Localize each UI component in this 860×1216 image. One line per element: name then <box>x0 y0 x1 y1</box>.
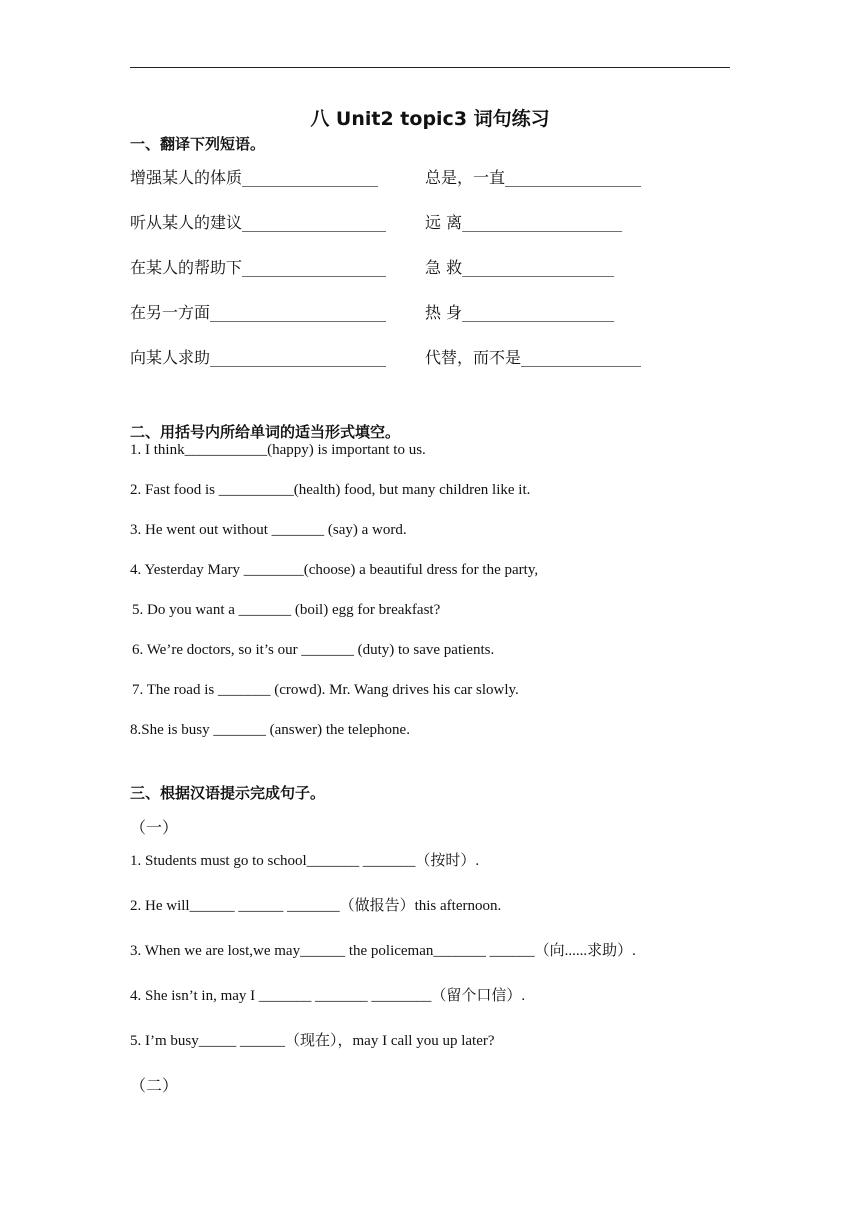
phrase-right-3: 急 救___________________ <box>425 258 615 277</box>
fill-item-3: 3. He went out without _______ (say) a word. <box>130 522 407 538</box>
phrase-left-2: 听从某人的建议__________________ <box>130 213 387 232</box>
phrase-left-4: 在另一方面______________________ <box>130 303 387 322</box>
section3-sub2: （二） <box>130 1076 179 1095</box>
sentence-item-5: 5. I’m busy_____ ______（现在），may I call you up later? <box>130 1033 495 1049</box>
fill-item-1: 1. I think___________(happy) is important to us. <box>130 442 426 458</box>
phrase-left-3: 在某人的帮助下__________________ <box>130 258 387 277</box>
phrase-left-5: 向某人求助______________________ <box>130 348 387 367</box>
sentence-item-1: 1. Students must go to school_______ _______（按时）. <box>130 853 480 869</box>
section1-heading: 一、翻译下列短语。 <box>130 135 266 153</box>
phrase-left-1: 增强某人的体质_________________ <box>130 168 379 187</box>
phrase-right-4: 热 身___________________ <box>425 303 615 322</box>
sentence-item-4: 4. She isn’t in, may I _______ _______ ________（留个口信）. <box>130 988 526 1004</box>
section3-heading: 三、根据汉语提示完成句子。 <box>130 784 326 802</box>
phrase-right-1: 总是，一直_________________ <box>425 168 642 187</box>
fill-item-4: 4. Yesterday Mary ________(choose) a beautiful dress for the party, <box>130 562 539 578</box>
phrase-right-2: 远 离____________________ <box>425 213 623 232</box>
sentence-item-3: 3. When we are lost,we may______ the policeman_______ ______（向......求助）. <box>130 943 636 959</box>
fill-item-5: 5. Do you want a _______ (boil) egg for breakfast? <box>132 602 441 618</box>
page-title: 八 Unit2 topic3 词句练习 <box>310 108 550 130</box>
sentence-item-2: 2. He will______ ______ _______（做报告）this afternoon. <box>130 898 502 914</box>
fill-item-7: 7. The road is _______ (crowd). Mr. Wang drives his car slowly. <box>132 682 519 698</box>
fill-item-2: 2. Fast food is __________(health) food, but many children like it. <box>130 482 531 498</box>
section2-heading: 二、用括号内所给单词的适当形式填空。 <box>130 423 401 441</box>
fill-item-6: 6. We’re doctors, so it’s our _______ (duty) to save patients. <box>132 642 495 658</box>
fill-item-8: 8.She is busy _______ (answer) the telephone. <box>130 722 410 738</box>
section3-sub1: （一） <box>130 818 179 837</box>
header-rule <box>130 67 730 68</box>
phrase-right-5: 代替，而不是_______________ <box>425 348 642 367</box>
